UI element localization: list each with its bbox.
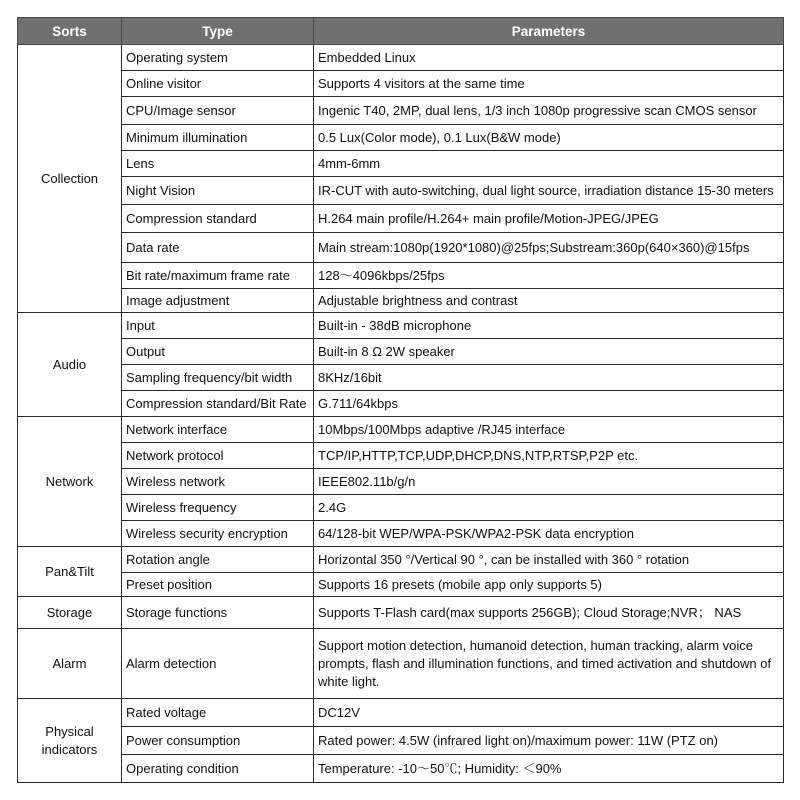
sort-cell: Physical indicators	[18, 699, 122, 783]
sort-cell: Network	[18, 417, 122, 547]
type-cell: Compression standard	[122, 205, 314, 233]
parameter-cell: 128～4096kbps/25fps	[314, 263, 784, 289]
parameter-cell: Supports 16 presets (mobile app only supports 5)	[314, 573, 784, 597]
type-cell: Image adjustment	[122, 289, 314, 313]
table-row	[18, 45, 784, 71]
table-row	[18, 521, 784, 547]
parameter-cell: Embedded Linux	[314, 45, 784, 71]
parameter-cell: G.711/64kbps	[314, 391, 784, 417]
type-cell: Wireless security encryption	[122, 521, 314, 547]
parameter-cell: 8KHz/16bit	[314, 365, 784, 391]
table-row	[18, 443, 784, 469]
parameter-cell: Temperature: -10～50℃; Humidity: ＜90%	[314, 755, 784, 783]
parameter-cell: IR-CUT with auto-switching, dual light source, irradiation distance 15-30 meters	[314, 177, 784, 205]
parameter-cell: TCP/IP,HTTP,TCP,UDP,DHCP,DNS,NTP,RTSP,P2P etc.	[314, 443, 784, 469]
table-row	[18, 597, 784, 629]
type-cell: Online visitor	[122, 71, 314, 97]
sort-cell: Pan&Tilt	[18, 547, 122, 597]
type-cell: Night Vision	[122, 177, 314, 205]
table-row	[18, 547, 784, 573]
table-row	[18, 495, 784, 521]
type-cell: Wireless network	[122, 469, 314, 495]
parameter-cell: 4mm-6mm	[314, 151, 784, 177]
type-cell: Minimum illumination	[122, 125, 314, 151]
parameter-cell: H.264 main profile/H.264+ main profile/Motion-JPEG/JPEG	[314, 205, 784, 233]
table-row	[18, 151, 784, 177]
table-row	[18, 417, 784, 443]
table-row	[18, 313, 784, 339]
table-row	[18, 125, 784, 151]
table-row	[18, 97, 784, 125]
type-cell: Lens	[122, 151, 314, 177]
parameter-cell: Built-in - 38dB microphone	[314, 313, 784, 339]
table-row	[18, 699, 784, 727]
type-cell: Output	[122, 339, 314, 365]
type-cell: CPU/Image sensor	[122, 97, 314, 125]
sort-cell: Alarm	[18, 629, 122, 699]
type-cell: Wireless frequency	[122, 495, 314, 521]
sort-cell: Audio	[18, 313, 122, 417]
parameter-cell: Horizontal 350 °/Vertical 90 °, can be installed with 360 ° rotation	[314, 547, 784, 573]
table-row	[18, 339, 784, 365]
spec-body	[18, 45, 784, 783]
table-row	[18, 365, 784, 391]
type-cell: Operating system	[122, 45, 314, 71]
header-type: Type	[122, 18, 314, 45]
type-cell: Rotation angle	[122, 547, 314, 573]
table-row	[18, 205, 784, 233]
table-row	[18, 391, 784, 417]
type-cell: Input	[122, 313, 314, 339]
parameter-cell: 64/128-bit WEP/WPA-PSK/WPA2-PSK data encryption	[314, 521, 784, 547]
type-cell: Network protocol	[122, 443, 314, 469]
table-row	[18, 177, 784, 205]
table-row	[18, 629, 784, 699]
parameter-cell: 10Mbps/100Mbps adaptive /RJ45 interface	[314, 417, 784, 443]
type-cell: Rated voltage	[122, 699, 314, 727]
type-cell: Alarm detection	[122, 629, 314, 699]
header-parameters: Parameters	[314, 18, 784, 45]
type-cell: Network interface	[122, 417, 314, 443]
table-row	[18, 289, 784, 313]
parameter-cell: Ingenic T40, 2MP, dual lens, 1/3 inch 1080p progressive scan CMOS sensor	[314, 97, 784, 125]
parameter-cell: IEEE802.11b/g/n	[314, 469, 784, 495]
type-cell: Compression standard/Bit Rate	[122, 391, 314, 417]
parameter-cell: Supports T-Flash card(max supports 256GB); Cloud Storage;NVR； NAS	[314, 597, 784, 629]
sort-cell: Collection	[18, 45, 122, 313]
parameter-cell: Built-in 8 Ω 2W speaker	[314, 339, 784, 365]
sort-cell: Storage	[18, 597, 122, 629]
table-row	[18, 469, 784, 495]
parameter-cell: DC12V	[314, 699, 784, 727]
type-cell: Bit rate/maximum frame rate	[122, 263, 314, 289]
type-cell: Operating condition	[122, 755, 314, 783]
parameter-cell: 2.4G	[314, 495, 784, 521]
parameter-cell: Support motion detection, humanoid detection, human tracking, alarm voice prompts, flash and illumination functions, and timed activation and shutdown of white light.	[314, 629, 784, 699]
table-row	[18, 573, 784, 597]
header-row	[18, 18, 784, 45]
table-row	[18, 755, 784, 783]
spec-table	[17, 17, 784, 783]
parameter-cell: Supports 4 visitors at the same time	[314, 71, 784, 97]
type-cell: Preset position	[122, 573, 314, 597]
parameter-cell: 0.5 Lux(Color mode), 0.1 Lux(B&W mode)	[314, 125, 784, 151]
table-row	[18, 71, 784, 97]
table-row	[18, 727, 784, 755]
parameter-cell: Main stream:1080p(1920*1080)@25fps;Substream:360p(640×360)@15fps	[314, 233, 784, 263]
type-cell: Storage functions	[122, 597, 314, 629]
header-sorts: Sorts	[18, 18, 122, 45]
parameter-cell: Adjustable brightness and contrast	[314, 289, 784, 313]
table-row	[18, 263, 784, 289]
parameter-cell: Rated power: 4.5W (infrared light on)/maximum power: 11W (PTZ on)	[314, 727, 784, 755]
table-row	[18, 233, 784, 263]
type-cell: Power consumption	[122, 727, 314, 755]
type-cell: Sampling frequency/bit width	[122, 365, 314, 391]
type-cell: Data rate	[122, 233, 314, 263]
